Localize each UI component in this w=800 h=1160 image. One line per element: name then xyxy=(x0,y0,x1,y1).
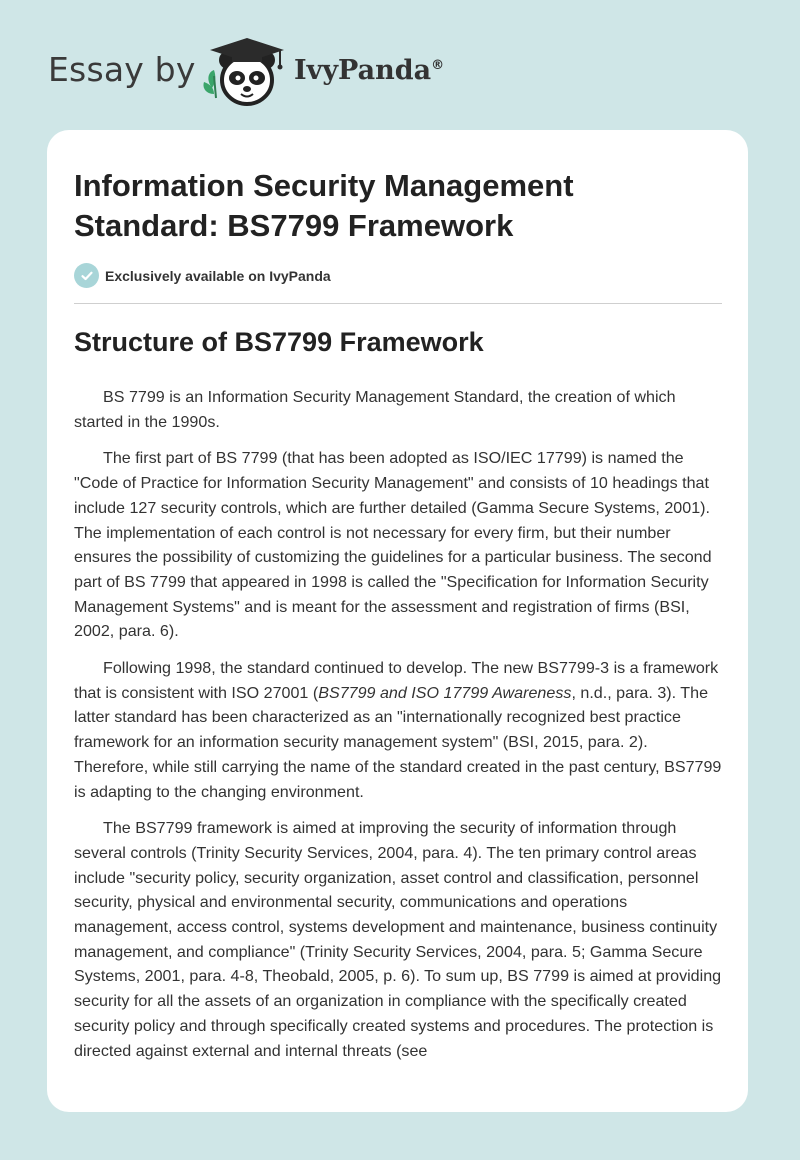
paragraph: BS 7799 is an Information Security Management Standard, the creation of which started in the 1990s. xyxy=(74,388,676,431)
paragraph: The BS7799 framework is aimed at improving the security of information through several controls (Trinity Security Services, 2004, para. 4). The ten primary control areas include "security policy, security organization, asset control and classification, personnel security, physical and environmental security, communications and operations management, access control, systems development and maintenance, business continuity management, and compliance" (Trinity Security Services, 2004, para. 5; Gamma Secure Systems, 2001, para. 4-8, Theobald, 2005, p. 6). To sum up, BS 7799 is aimed at providing security for all the assets of an organization in compliance with the specifically created security policy and through specifically created systems and procedures. The protection is directed against external and internal threats (see xyxy=(74,819,722,1060)
registered-mark: ® xyxy=(431,58,445,73)
paragraph-text: Following 1998, the standard continued to develop. The new BS7799-3 is a framework that is consistent with ISO 27001 ( xyxy=(74,659,719,702)
citation-title: BS7799 and ISO 17799 Awareness xyxy=(318,683,572,702)
divider xyxy=(74,303,722,304)
check-circle-icon xyxy=(74,263,99,288)
section-heading: Structure of BS7799 Framework xyxy=(74,327,484,357)
essay-by-label: Essay by xyxy=(48,50,196,89)
paragraph xyxy=(74,656,724,804)
article-body xyxy=(74,385,724,1075)
paragraph-text: , n.d., para. 3). The latter standard has been characterized as an "internationally recognized best practice framework for an information security management system" (BSI, 2015, para. 2). Therefore, while still carrying the name of the standard created in the past century, BS7799 is adapting to the changing environment. xyxy=(74,683,722,801)
brand-name[interactable] xyxy=(294,55,444,86)
panda-logo-icon[interactable] xyxy=(200,36,292,108)
paragraph: The first part of BS 7799 (that has been adopted as ISO/IEC 17799) is named the "Code of Practice for Information Security Management" and consists of 10 headings that include 127 security controls, which are further detailed (Gamma Secure Systems, 2001). The implementation of each control is not necessary for every firm, but their number ensures the possibility of customizing the guidelines for a particular business. The second part of BS 7799 that appeared in 1998 is called the "Specification for Information Security Management Systems" and is meant for the assessment and registration of firms (BSI, 2002, para. 6). xyxy=(74,449,712,641)
page-title: Information Security Management Standard: BS7799 Framework xyxy=(74,168,574,243)
essay-card xyxy=(47,130,748,1112)
brand-text: IvyPanda xyxy=(294,55,432,86)
exclusive-badge xyxy=(74,263,331,288)
badge-label: Exclusively available on IvyPanda xyxy=(105,267,331,284)
site-header xyxy=(0,0,800,130)
